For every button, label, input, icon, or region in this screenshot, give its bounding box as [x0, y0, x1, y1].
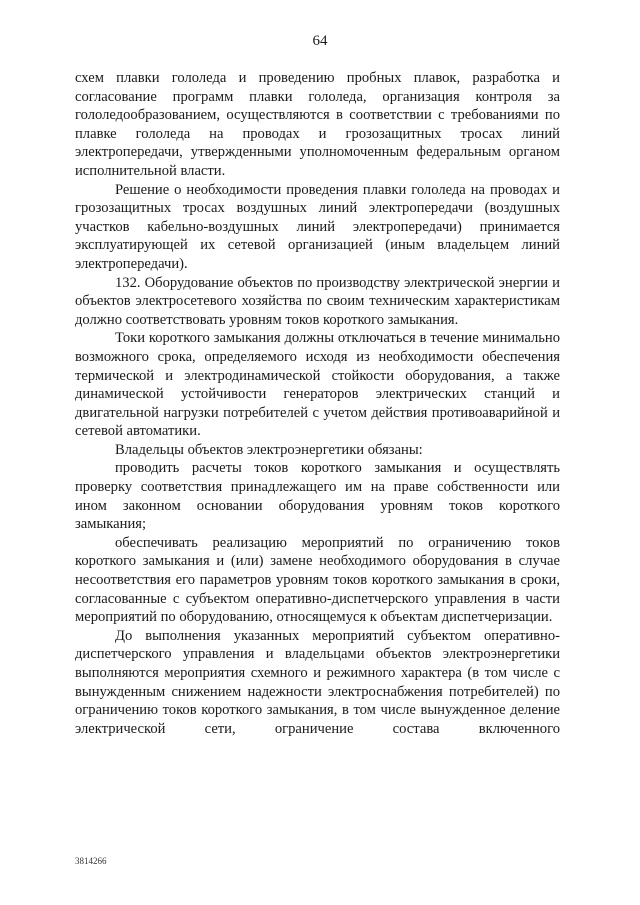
- document-code: 3814266: [75, 856, 107, 866]
- paragraph: обеспечивать реализацию мероприятий по ограничению токов короткого замыкания и (или) замене необходимого оборудования в случае несоответствия его параметров уровням токов короткого замыкания в сроки, согласованные с субъектом оперативно-диспетчерского управления в части мероприятий по оборудованию, относящемуся к объектам диспетчеризации.: [75, 534, 560, 626]
- paragraph: До выполнения указанных мероприятий субъектом оперативно-диспетчерского управления и владельцами объектов электроэнергетики выполняются мероприятия схемного и режимного характера (в том числе с вынужденным снижением надежности электроснабжения потребителей) по ограничению токов короткого замыкания, в том числе вынужденное деление электрической сети, ограничение состава включенного: [75, 627, 560, 737]
- paragraph: проводить расчеты токов короткого замыкания и осуществлять проверку соответствия принадлежащего им на праве собственности или ином законном основании оборудования уровням токов короткого замыкания;: [75, 460, 560, 533]
- document-body: [75, 69, 560, 738]
- paragraph: Владельцы объектов электроэнергетики обязаны:: [115, 441, 423, 458]
- paragraph: 132. Оборудование объектов по производству электрической энергии и объектов электросетевого хозяйства по своим техническим характеристикам должно соответствовать уровням токов короткого замыкания.: [75, 274, 560, 328]
- paragraph: Токи короткого замыкания должны отключаться в течение минимально возможного срока, определяемого исходя из необходимости обеспечения термической и электродинамической стойкости оборудования, а также динамической устойчивости генераторов электрических станций и двигательной нагрузки потребителей с учетом действия противоаварийной и сетевой автоматики.: [75, 330, 560, 440]
- paragraph: Решение о необходимости проведения плавки гололеда на проводах и грозозащитных тросах воздушных линий электропередачи (воздушных участков кабельно-воздушных линий электропередачи) принимается эксплуатирующей их сетевой организацией (иным владельцем линий электропередачи).: [75, 181, 560, 272]
- paragraph: схем плавки гололеда и проведению пробных плавок, разработка и согласование программ плавки гололеда, организация контроля за гололедообразованием, осуществляются в соответствии с требованиями по плавке гололеда на проводах и грозозащитных тросах линий электропередачи, утвержденными уполномоченным федеральным органом исполнительной власти.: [75, 70, 560, 179]
- page-number: 64: [312, 33, 328, 49]
